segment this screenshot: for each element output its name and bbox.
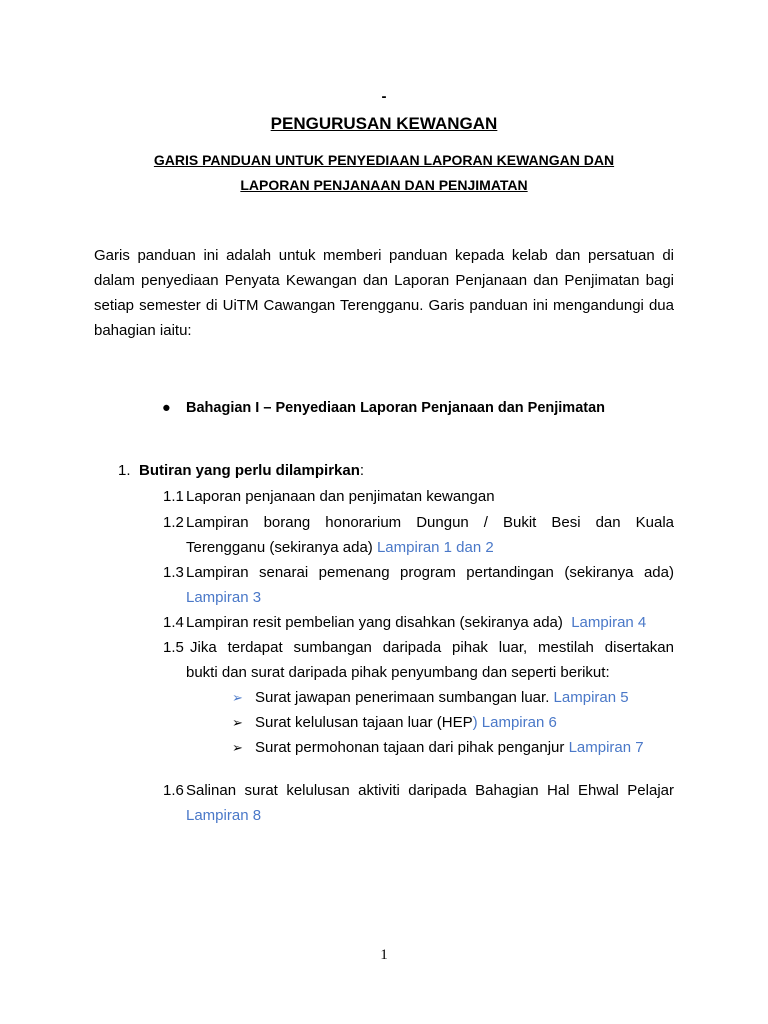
item-text: Lampiran senarai pemenang program pertandingan (sekiranya ada) xyxy=(186,564,674,581)
attachment-link[interactable]: Lampiran 7 xyxy=(568,739,644,756)
section-number: 1. xyxy=(118,462,131,479)
sub-item-text: Surat jawapan penerimaan sumbangan luar. xyxy=(255,689,550,706)
list-item-1-4 xyxy=(163,610,674,635)
list-item-1-3 xyxy=(163,560,674,610)
list-item-1-6 xyxy=(163,778,674,828)
section-colon: : xyxy=(359,462,365,479)
bullet-text: Bahagian I – Penyediaan Laporan Penjanaan dan Penjimatan xyxy=(186,400,606,416)
sub-item-1 xyxy=(232,689,629,706)
attachment-link[interactable]: Lampiran 4 xyxy=(571,614,647,631)
list-item-1-2 xyxy=(163,510,674,560)
item-text: Salinan surat kelulusan aktiviti daripada Bahagian Hal Ehwal Pelajar xyxy=(186,782,674,799)
arrow-icon: ➢ xyxy=(232,740,243,755)
sub-item-text: Surat kelulusan tajaan luar (HEP xyxy=(255,714,473,731)
section-1-heading xyxy=(118,462,364,479)
item-number: 1.4 xyxy=(163,614,184,631)
subtitle-line-1: GARIS PANDUAN UNTUK PENYEDIAAN LAPORAN KEWANGAN DAN xyxy=(153,152,615,168)
arrow-icon: ➢ xyxy=(232,690,243,705)
section-title: Butiran yang perlu dilampirkan xyxy=(139,462,360,479)
arrow-icon: ➢ xyxy=(232,715,243,730)
sub-item-text: Surat permohonan tajaan dari pihak penganjur xyxy=(255,739,565,756)
attachment-link[interactable]: Lampiran 1 dan 2 xyxy=(376,539,494,556)
item-text: Terengganu (sekiranya ada) xyxy=(186,539,373,556)
item-text: bukti dan surat daripada pihak penyumbang dan seperti berikut: xyxy=(186,664,610,681)
item-number: 1.6 xyxy=(163,782,184,799)
header-dash: - xyxy=(381,88,387,105)
item-text: Lampiran borang honorarium Dungun / Bukit Besi dan Kuala xyxy=(186,514,674,531)
subtitle-line-2: LAPORAN PENJANAAN DAN PENJIMATAN xyxy=(240,177,528,193)
bullet-dot-icon: ● xyxy=(162,400,171,416)
attachment-link[interactable]: Lampiran 8 xyxy=(186,807,262,824)
item-number: 1.5 xyxy=(163,639,184,656)
bullet-section xyxy=(162,400,605,416)
item-number: 1.3 xyxy=(163,564,184,581)
attachment-link[interactable]: Lampiran 3 xyxy=(186,589,262,606)
list-item-1-5 xyxy=(163,635,674,685)
attachment-link[interactable]: Lampiran 5 xyxy=(553,689,629,706)
list-item-1-1 xyxy=(163,484,674,509)
sub-item-3 xyxy=(232,739,644,756)
item-text: Jika terdapat sumbangan daripada pihak luar, mestilah disertakan xyxy=(190,639,674,656)
page-number: 1 xyxy=(380,947,388,963)
item-number: 1.2 xyxy=(163,514,184,531)
attachment-link[interactable]: ) Lampiran 6 xyxy=(472,714,557,731)
item-text: Laporan penjanaan dan penjimatan kewangan xyxy=(186,488,495,505)
item-number: 1.1 xyxy=(163,488,184,505)
item-text: Lampiran resit pembelian yang disahkan (sekiranya ada) xyxy=(186,614,563,631)
intro-paragraph: Garis panduan ini adalah untuk memberi panduan kepada kelab dan persatuan di dalam penyediaan Penyata Kewangan dan Laporan Penjanaan dan Penjimatan bagi setiap semester di UiTM Cawangan Terengganu. Garis panduan ini mengandungi dua bahagian iaitu: xyxy=(94,247,674,339)
sub-item-2 xyxy=(232,714,557,731)
page-title: PENGURUSAN KEWANGAN xyxy=(270,114,498,133)
